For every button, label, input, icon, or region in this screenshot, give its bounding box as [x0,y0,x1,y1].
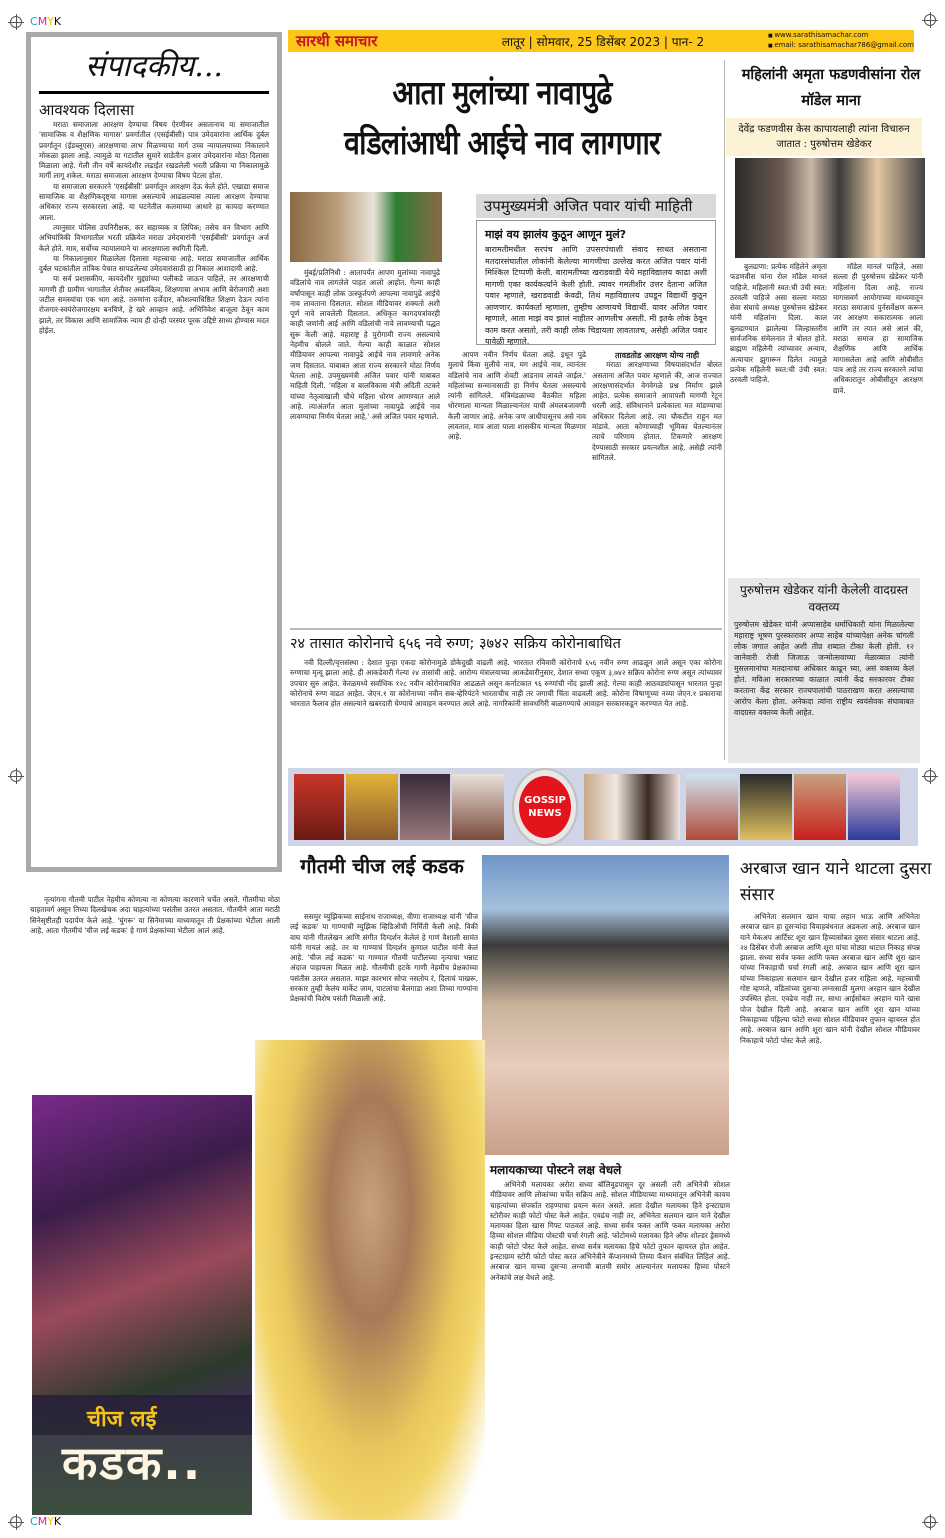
malaika-body-text: अभिनेत्री मलायका अरोरा सध्या बॉलिवूडपासून दूर असली तरी अभिनेत्री सोशल मीडियावर आणि लोकांच्या चर्चेत सक्रिय आहे. सोशल मीडियाच्या माध्यमातून अभिनेत्री कायम चाहत्यांच्या संपर्कात राहण्याचा प्रयत्न करत असते. आता देखील मलायका हिने इन्स्टाग्राम स्टोरीवर काही फोटो पोस्ट केले आहेत. एवढंच नाही तर, अभिनेता सलमान खान याने देखील मलायका हिला खास गिफ्ट पाठवलं आहे. सध्या सर्वत्र फक्त आणि फक्त मलायका अरोरा हिच्या सोशल मीडिया पोस्टची चर्चा रंगली आहे. फोटोमध्ये मलायका हिने ऑफ शोल्डर ड्रेसमध्ये काही फोटो पोस्ट केले आहेत. सध्या सर्वत्र मलायका हिचे फोटो तुफान व्हायरल होत आहेत. इन्स्टाग्राम स्टोरी फोटो पोस्ट करत अभिनेत्रीने कॅप्शनमध्ये तिच्या फॅशन संबंधित लिहिलं आहे. अरबाज खान याच्या दुसऱ्या लग्नाची बातमी समोर आल्यानंतर मलायका हिच्या पोस्टने अनेकांचे लक्ष वेधले आहे. [490,1180,730,1282]
side-column-1 [730,262,827,572]
registration-mark-icon [924,14,936,26]
arbaaz-headline: अरबाज खान याने थाटला दुसरा संसार [740,859,932,905]
cmyk-y: Y [47,15,54,28]
ajit-pawar-photo [290,192,442,262]
side-col1-text: बुलढाणा: प्रत्येक महिलेने अमृता फडणवीस यांना रोल मॉडेल मानलं पाहिजे. महिलांनी स्वत:ची उंची स्वत: ठरवली पाहिजे असा सल्ला मराठा सेवा संघाचे अध्यक्ष पुरुषोत्तम खेडेकर यांनी महिलांना दिला. काल बुलढाण्यात झालेल्या जिल्हास्तरीय सार्वजनिक संमेलनात ते बोलत होते. ब्राह्मण महिलेनी त्यांच्यावर अन्याय, अत्याचार झुगारून दिलेत त्यामुळे प्रत्येक महिलेनी स्वत:ची उंची स्वत: ठरवली पाहिजे. [730,262,827,385]
poster-title-line-2: कडक.. [62,1436,203,1490]
gautami-patil-photo [32,1095,252,1435]
corona-body [290,658,722,763]
celebrity-photo [848,774,900,840]
lead-headline [321,68,682,168]
arbaaz-wedding-photo [482,855,729,1155]
malaika-headline: मलायकाच्या पोस्टने लक्ष वेधले [490,1163,622,1177]
editorial-headline: आवश्यक दिलासा [39,101,134,119]
column-divider [724,60,725,760]
poster-title-line-1: चीज लई [87,1407,157,1432]
celebrity-photo [294,774,344,840]
editorial-column [26,32,282,872]
editorial-paragraph: या सर्व प्रशासकीय, कायदेशीर मुद्द्यांच्या पलीकडे जाऊन पाहिले, तर आरक्षणाची मागणी ही ग्रामीण भागातील शेतीवर अवलंबित्व, शिक्षणाचा अभाव आणि बेरोजगारी अशा जटील समस्यांचा एक भाग आहे. तरुणांना दर्जेदार, कौशल्याधिष्ठित शिक्षण देऊन त्यांना रोजगार-स्वयंरोजगारक्षम बनविणे, हे खरे आव्हान आहे. अभिनिवेश बाजूला ठेवून काम झाले, तर विकास आणि सामाजिक न्याय ही दोन्ही परस्पर पूरक उद्दिष्टे साध्य होण्यास मदत होईल. [39,274,269,335]
info-box-text: बारामतीमधील सरपंच आणि उपसरपंचाशी संवाद साधत असताना मतदारसंघातील लोकांनी केलेल्या मागणीचा उल्लेख करत अजित पवार यांनी मिश्किल टिप्पणी केली. बारामतीच्या खराडवाडी येथे महाविद्यालय काढा अशी मागणी एका कार्यकर्त्याने केली होती. त्यावर गमतीशीर उत्तर देताना अजित पवार म्हणाले, खराडवाडी केवढी, तिथं महाविद्यालय उघडून विद्यार्थी कुठून आणणार. कार्यकर्ता म्हणाला, तुम्हीच आणायचे विद्यार्थी. यावर अजित पवार म्हणाले, आता माझं वय झालं नाहीतर आणलीच असती. मी इतके लोकं ठेवून काम करत असतो, तरी काही लोक चिडायला लावतातच, असेही अजित पवार यावेळी म्हणाले. [485,245,707,346]
cmyk-k: K [53,15,62,28]
lead-column-2 [448,350,586,622]
lead-col3-subhead: तावडतोड आरक्षण योग्य नाही [614,350,700,360]
editorial-paragraph: मराठा समाजाला आरक्षण देण्याचा विषय ऐरणीवर असतानाच या समाजातील 'सामाजिक व शैक्षणिक मागास' प्रवर्गातील (एसईबीसी) पात्र उमेदवारांना आर्थिक दुर्बल प्रवर्गातून (ईडब्लूएस) आरक्षणाचा लाभ मिळण्याचा मार्ग उच्च न्यायालयाच्या निकालाने मोकळा झाला आहे. त्यामुळे या गटातील सुमारे साडेतीन हजार उमेदवारांना मोठा दिलासा मिळाला आहे. गेली तीन वर्षे कायदेशीर लढाईत रखडलेली भरती प्रक्रिया या निकालामुळे मार्गी लागू शकेल. मराठा समाजाला आरक्षण देण्याचा विषय पेटला होता. [39,120,269,181]
cmyk-print-mark-top [30,15,61,28]
controversial-box-headline: पुरुषोत्तम खेडेकर यांनी केलेली वादग्रस्त वक्तव्य [740,583,908,614]
celebrity-photo [400,774,450,840]
gautami-intro [30,895,280,1090]
lead-column-1 [290,268,440,623]
email-link[interactable]: ■ email: sarathisamachar786@gmail.com [768,41,914,51]
cmyk-y: Y [47,1515,54,1528]
registration-mark-icon [10,770,22,782]
info-box-heading: उपमुख्यमंत्री अजित पवार यांची माहिती [476,194,716,218]
gossip-news-badge [512,768,578,848]
editorial-paragraph: या समाजाला सरकारने 'एसईबीसी' प्रवर्गातून आरक्षण देऊ केले होते. एखाद्या समाज सामाजिक वा शैक्षणिकदृष्ट्या मागास असल्याचे आढळल्यास त्याला आरक्षण देण्याचा अधिकार राज्य सरकारला आहे. या घटनेतील कलमाच्या आधारे हा कायदा करण्यात आला. [39,181,269,222]
website-link[interactable]: ■ www.sarathisamachar.com [768,31,914,41]
contact-info [768,31,914,51]
corona-body-text: नवी दिल्ली/वृत्तसंस्था : देशात पुन्हा एकदा कोरोनामुळे डोकेदुखी वाढली आहे. भारतात रविवारी कोरोनाचे ६५६ नवीन रुग्ण आढळून आले असून एका कोरोना रुग्णाचा मृत्यू झाला आहे. ही आकडेवारी गेल्या २४ तासांची आहे. आरोग्य मंत्रालयाच्या आकडेवारीनुसार, देशात सध्या एकूण ३,७४२ सक्रिय कोरोना रुग्ण असून त्यांच्यावर उपचार सुरु आहेत. केरळमध्ये सर्वाधिक १२८ नवीन कोरोनाबाधित आढळले असून कर्नाटकात ९६ रुग्णांची नोंद झाली आहे. गेल्या काही आठवड्यांपासून भारतात पुन्हा कोरोनाचे रुग्ण वाढत आहेत. जेएन.१ या कोरोनाच्या नवीन सब-व्हेरियंटने भारताचीच नाही तर जगाची चिंता वाढवली आहे. कोरोना विषाणूच्या नव्या जेएन.१ प्रकाराचा भारतात फैलाव होत असल्याने खबरदारी घेण्याचे आवाहन करण्यात आले आहे. नागरिकांनी सावधगिरी बाळगण्याचे आवाहन सरकारकडून करण्यात येत आहे. [290,658,722,709]
divider [290,628,722,630]
newspaper-brand: सारथी समाचार [296,32,378,50]
cmyk-m: M [37,1515,48,1528]
lead-headline-line-1: आता मुलांच्या नावापुढे [392,73,612,112]
arbaaz-body-text: अभिनेता सलमान खान याचा लहान भाऊ आणि अभिनेता अरबाज खान हा दुसऱ्यांदा विवाहबंधनात अडकला आहे. अरबाज खान याने मेकअप आर्टिस्ट शूरा खान हिच्यासोबत दुसरा संसार थाटला आहे. २४ डिसेंबर रोजी अरबाज आणि शूरा यांचा मोठ्या थाटात निकाह संपन्न झाला. सध्या सर्वत्र फक्त आणि फक्त अरबाज खान आणि शूरा खान यांच्या निकाहाची चर्चा रंगली आहे. अरबाज खान आणि शूरा खान यांच्या निकाहाला सलमान खान देखील हजर राहिला आहे. महत्त्वाची गोष्ट म्हणजे, वडिलांच्या दुसऱ्या लग्नासाठी मुलगा अरहान खान देखील उपस्थित होता. एवढेच नाही तर, साधा आईसोबत अरहान याने खास पोज देखील दिली आहे. अरबाज खान आणि शूरा खान यांच्या निकाहाच्या पहिल्या फोटो सध्या सोशल मीडियावर तुफान व्हायरल होत आहे. अरबाज खान आणि शूरा खान यांनी देखील सोशल मीडियावर निकाहाचे फोटो पोस्ट केले आहे. [740,912,920,1045]
malaika-arora-photo [255,1040,485,1520]
lead-column-3 [592,350,722,622]
celebrity-photo [794,774,846,840]
masthead [288,30,914,52]
editorial-body [39,120,269,336]
info-box [476,220,716,345]
cmyk-print-mark-bottom [30,1515,61,1528]
malaika-body [490,1180,730,1510]
celebrity-photo [452,774,504,840]
gautami-body-text: ससमुर म्युझिकच्या साईनाथ राजाध्यक्ष, वीणा राजाध्यक्ष यांनी 'चीज लई कडक' या गाण्याची म्युझिक व्हिडिओची निर्मिती केली आहे. विकी वाघ यांनी गीतलेखन आणि संगीत दिग्दर्शन केलेलं हे गाणं वैशाली सामंत यांनी गायलं आहे. तर या गाण्याचं दिग्दर्शन कुणाल पाटील यांनी केलं आहे. 'चीज लई कडक' या गाण्यात गौतमी पाटीलच्या नृत्याचा भन्नाट अंदाज पाहायला मिळत आहे. गौतमीची हटके गाणी नेहमीच प्रेक्षकांच्या पसंतीस उतरत असतात. माझा कारभार सोपा नसतोय रं, दिलाचं पाखरू, सरकार तुम्ही केलंय मार्केट जाम, पाटलांचा बैलगाडा अशा तिच्या गाण्यांना प्रेक्षकांची विशेष पसंती मिळाली आहे. [290,912,478,1004]
registration-mark-icon [924,770,936,782]
info-box-subhead: माझं वय झालंय कुठून आणून मुलं? [485,228,627,241]
side-column-2 [833,262,923,572]
gossip-photo [584,774,680,840]
cmyk-c: C [30,15,38,28]
lead-col2-text: आपण नवीन निर्णय घेतला आहे. इथून पुढे मुलाचे किंवा मुलीचे नाव, मग आईचे नाव, त्यानंतर वडिलांचे नाव आणि शेवटी आडनाव लावले जाईल.' महिलांच्या सन्मानासाठी हा निर्णय घेतला असल्याचे त्यांनी सांगितले. मंत्रिमंडळाच्या बैठकीत महिला धोरणाला मान्यता मिळाल्यानंतर याची अंमलबजावणी केली जाणार आहे. अनेक जण आधीपासूनच असे नाव लावतात, मात्र आता याला शासकीय मान्यता मिळणार आहे. [448,350,586,442]
gossip-badge-line-1: GOSSIP [524,795,566,806]
registration-mark-icon [10,1516,22,1528]
editorial-paragraph: त्यानुसार पोलिस उपनिरीक्षक, कर सहाय्यक व लिपिक; तसेच वन विभाग आणि अभियांत्रिकी विभागातील भरती प्रक्रियेत मराठा उमेदवारांनी 'एसईबीसी' प्रवर्गातून अर्ज केले होते. मात्र, सर्वोच्च न्यायालयाने या आरक्षणाला स्थगिती दिली. [39,222,269,253]
cmyk-m: M [37,15,48,28]
gossip-badge-line-2: NEWS [528,808,562,819]
amruta-devendra-photo [735,158,925,258]
editorial-section-title: संपादकीय... [39,45,269,94]
lead-headline-line-2: वडिलांआधी आईचे नाव लागणार [344,123,660,162]
registration-mark-icon [924,1516,936,1528]
celebrity-photo [346,774,398,840]
dateline: लातूर | सोमवार, 25 डिसेंबर 2023 | पान- 2 [501,34,705,49]
editorial-paragraph: या निकालानुसार मिळालेला दिलासा महत्त्वाचा आहे. मराठा समाजातील आर्थिक दुर्बल घटकांतील तांत्रिक पेचात सापडलेल्या उमेदवारांसाठी हा निकाल आशादायी आहे. [39,253,269,274]
side-headline: महिलांनी अमृता फडणवीसांना रोल मॉडेल माना [741,67,921,109]
gossip-news-banner [288,768,918,846]
cmyk-k: K [53,1515,62,1528]
registration-mark-icon [10,16,22,28]
gautami-intro-text: नृत्यांगना गौतमी पाटील नेहमीच कोणत्या ना कोणत्या कारणाने चर्चेत असते. गौतमीचा मोठा चाहतावर्ग असून तिच्या दिलखेचक अदा चाहत्यांच्या पसंतीस उतरत असतात. गौतमीने आता मराठी सिनेसृष्टीतही पदार्पण केले आहे. 'घुंगरू' या सिनेमाच्या माध्यमातून ती प्रेक्षकांच्या भेटीला आली आहे. आता गौतमीचं 'चीज लई कडक' हे गाणं प्रेक्षकांच्या भेटीला आलं आहे. [30,895,280,935]
controversial-statements-box [728,578,920,763]
side-subheadline: देवेंद्र फडणवीस केस कापायलाही त्यांना विचारुन जातात : पुरुषोत्तम खेडेकर [726,118,922,156]
controversial-box-text: पुरुषोत्तम खेडेकर यांनी अप्पासाहेब धर्माधिकारी यांना मिळालेल्या महाराष्ट्र भूषण पुरस्कारावर अप्पा साहेब यांच्यापेक्षा अनेक चांगली लोक जगात आहेत अशी तीव्र शब्दात टीका केली होती. १२ जानेवारी रोजी जिजाऊ जन्मोत्सवाच्या मेळाव्यात त्यांनी मुसलमानांचा मतदानाचा अधिकार काढून घ्या, असं वक्तव्य केलं होतं. मविआ सरकारच्या काळात त्यांनी केंद्र सरकारवर टीका करताना केंद्र सरकार राज्यपालांची पाठराखण करत असल्याचा आरोप केला होता. अनेकदा त्यांना राष्ट्रीय स्वयंसेवक संघाबाबत वादग्रस्त वक्तव्य केली आहेत. [734,620,914,717]
side-col2-text: मॉडेल मानलं पाहिजे, असा सल्ला ही पुरुषोत्तम खेडेकर यांनी महिलांना दिला आहे. राज्य मागासवर्ग आयोगाच्या माध्यमातून मराठा समाजाचं पुर्नसर्वेक्षण करून जर आरक्षण सकारात्मक आला आणि तर त्यात असे आलं की, मराठा समाज हा सामाजिक शैक्षणिक आणि आर्थिक मागासलेला आहे आणि ओबीसीत पात्र आहे तर राज्य सरकारने त्यांचा अधिकारातून ओबीसीतून आरक्षण द्यावे. [833,262,923,395]
cmyk-c: C [30,1515,38,1528]
celebrity-photo [686,774,738,840]
song-poster-title [32,1395,252,1515]
corona-headline: २४ तासात कोरोनाचे ६५६ नवे रुग्ण; ३७४२ सक्रिय कोरोनाबाधित [290,636,621,652]
arbaaz-body [740,912,920,1512]
celebrity-photo [740,774,792,840]
gautami-headline: गौतमी चीज लई कडक [300,854,464,878]
lead-col3-text: मराठा आरक्षणाच्या विषयासंदर्भात बोलत असताना अजित पवार म्हणाले की, आज राज्यात आरक्षणासंदर्भात वेगवेगळे प्रश्न निर्माण झाले आहेत. प्रत्येक समाजाने आपापली मागणी रेटून धरली आहे. संविधानाने प्रत्येकाला मत मांडण्याचा अधिकार दिलेला आहे. त्या चौकटीत राहून मत मांडावे. आता कोणाच्याही भूमिका घेतल्यानंतर त्याचे परिणाम होतात. टिकणारे आरक्षण देण्यासाठी सरकार प्रयत्नशील आहे, असेही त्यांनी सांगितले. [592,360,722,462]
lead-col1-text: मुंबई/प्रतिनिधी : आतापर्यंत आपण मुलांच्या नावापुढे वडिलांचे नाव लागलेले पाहत आलो आहोत. गेल्या काही वर्षांपासून काही लोक उत्स्फूर्तपणे आपल्या नावापुढे आईचे नाव लावताना दिसतात. सोशल मीडियावर शक्यतो अशी पूर्ण नावे लावलेली दिसतात. अधिकृत कागदपत्रांवरही काही जणांनी आई आणि वडिलांची नावे लावण्याची पद्धत सुरू केली आहे. महाराष्ट्र हे पुरोगामी राज्य असल्याचे नेहमीच बोलले जाते. गेल्या काही काळात सोशल मीडियावर आपल्या नावापुढे आईचे नाव लावणारे अनेक जण दिसतात. याबाबत आता राज्य सरकारने मोठा निर्णय घेतला आहे. उपमुख्यमंत्री अजित पवार यांनी याबाबत माहिती दिली. 'महिला व बालविकास मंत्री अदिती तटकरे यांच्या नेतृत्वाखाली चौथे महिला धोरण आणण्यात आले आहे. त्याअंतर्गत आता मुलांच्या नावापुढे आईचे नाव लावण्याचा निर्णय घेतला आहे,' असे अजित पवार म्हणाले. [290,268,440,422]
